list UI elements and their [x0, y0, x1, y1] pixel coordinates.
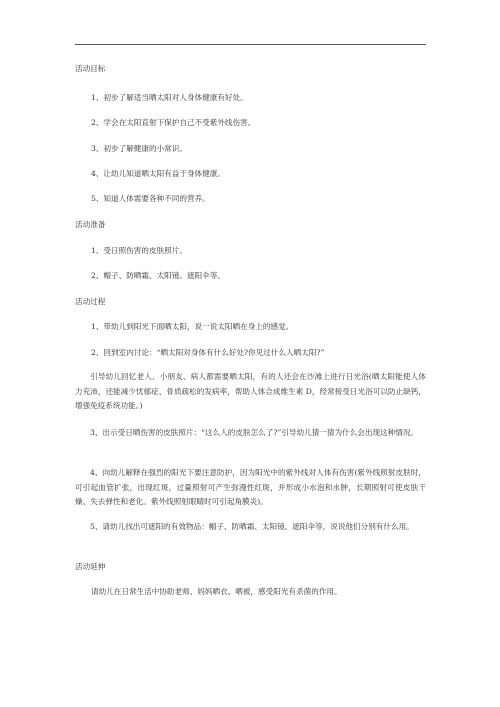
- prep-item-1: 1、受日照伤害的皮肤照片。: [91, 246, 187, 255]
- goal-item-4: 4、让幼儿知道晒太阳有益于身体健康。: [91, 169, 225, 178]
- header-rule: [75, 44, 426, 45]
- process-paragraph-photos: 3、出示受日晒伤害的皮肤照片：“这么人的皮肤怎么了?”引导幼儿猜一猜为什么会出现这种情况。: [90, 428, 419, 437]
- process-paragraph-uv: 4、向幼儿解释在强烈的阳光下要注意防护，因为阳光中的紫外线对人体有伤害(紫外线照射皮肤时，可引起血管扩张，出现红斑，过量照射可产生弥漫性红斑，并形成小水泡和水肿，长期照射可使皮肤干燥、失去弹性和老化。紫外线照射眼睛时可引起角膜炎)。: [75, 468, 426, 506]
- section-title-goals: 活动目标: [75, 64, 106, 73]
- section-title-prep: 活动准备: [75, 220, 106, 229]
- goal-item-3: 3、初步了解健康的小常识。: [91, 144, 187, 153]
- process-item-1: 1、带幼儿到阳光下面晒太阳，说一说太阳晒在身上的感觉。: [91, 322, 294, 331]
- prep-item-2: 2、帽子、防晒霜、太阳镜、遮阳伞等。: [91, 271, 225, 280]
- section-title-extension: 活动延伸: [75, 562, 106, 571]
- goal-item-5: 5、知道人体需要各种不同的营养。: [91, 194, 210, 203]
- extension-text: 请幼儿在日常生活中协助老师、妈妈晒衣、晒被，感受阳光有杀菌的作用。: [91, 587, 342, 596]
- process-paragraph-sunbathing: 引导幼儿回忆老人、小朋友、病人都需要晒太阳，有的人还会在沙滩上进行日光浴(晒太阳能使人体力充沛，还能减少忧郁症、骨质疏松的发病率，帮助人体合成维生素 D，经常接受日光浴可以防止缺钙，增强免疫系统功能。): [75, 372, 426, 410]
- goal-item-2: 2、学会在太阳直射下保护自己不受紫外线伤害。: [91, 118, 256, 127]
- process-item-2: 2、回到室内讨论：“晒太阳对身体有什么好处?你见过什么人晒太阳?”: [91, 348, 325, 357]
- goal-item-1: 1、初步了解适当晒太阳对人身体健康有好处。: [91, 93, 248, 102]
- process-paragraph-shade-items: 5、请幼儿找出可遮阳的有效物品：帽子、防晒霜、太阳镜、遮阳伞等，说说他们分别有什么用。: [90, 522, 414, 531]
- section-title-process: 活动过程: [75, 297, 106, 306]
